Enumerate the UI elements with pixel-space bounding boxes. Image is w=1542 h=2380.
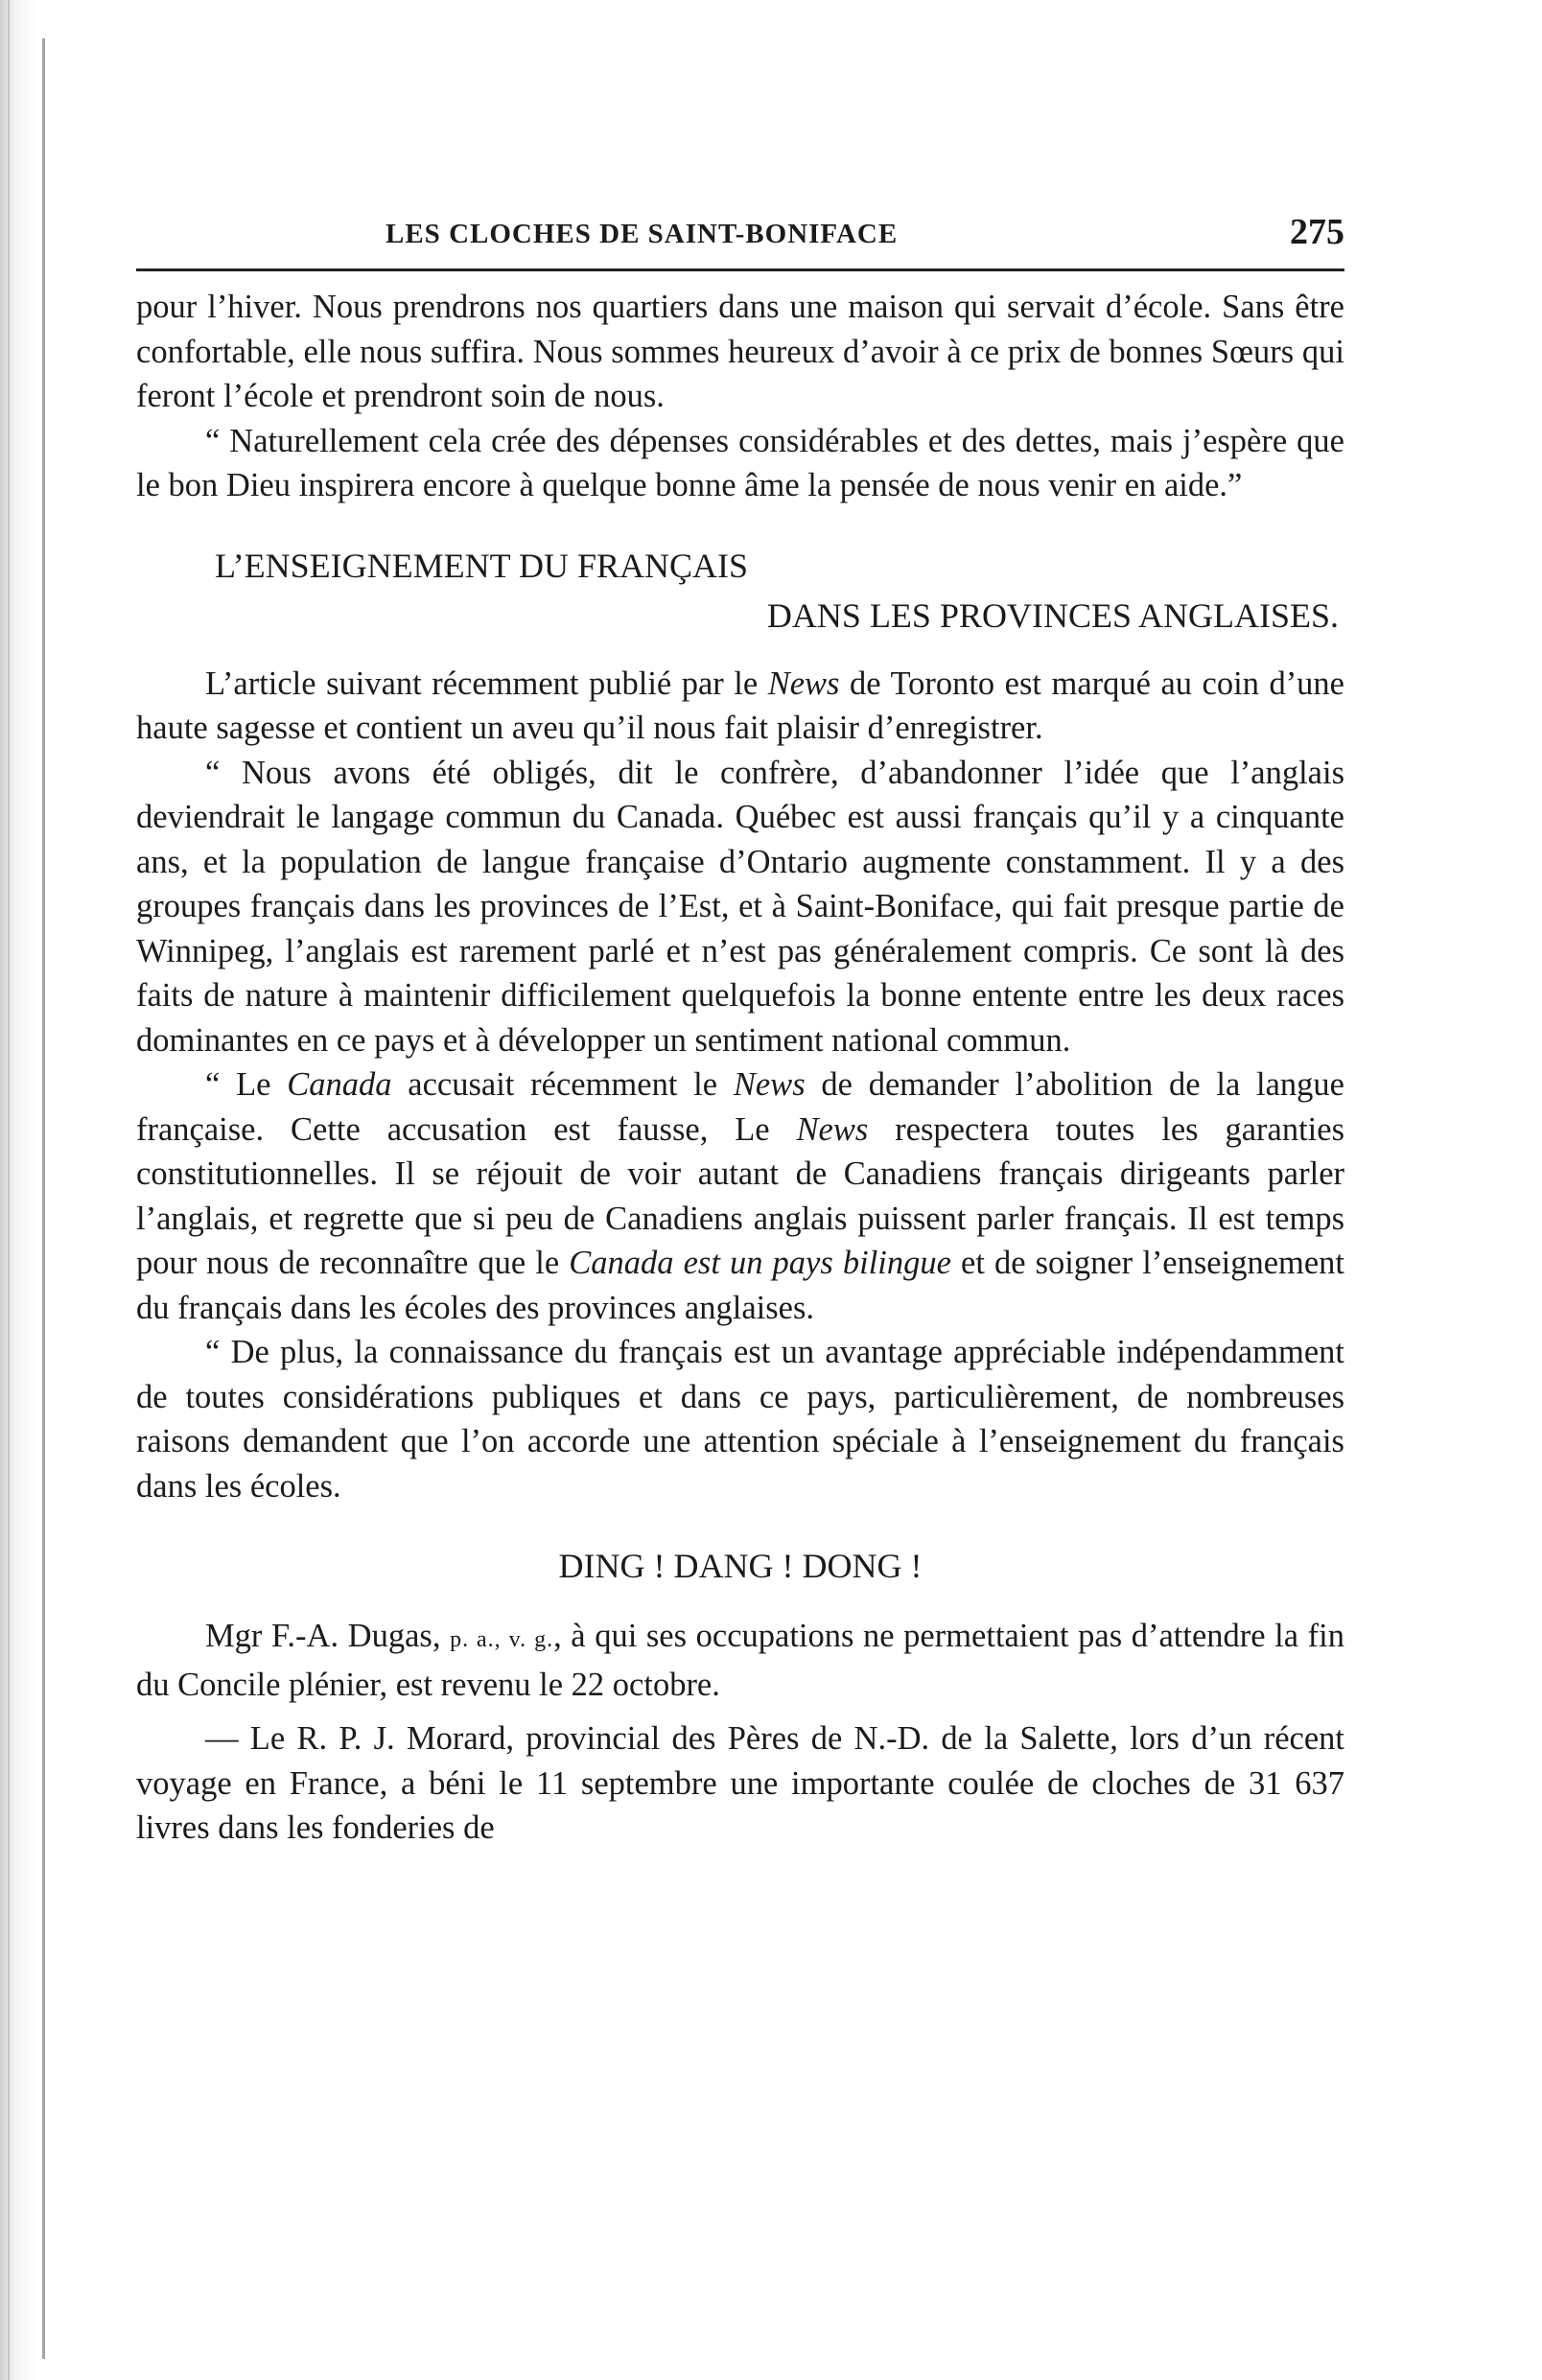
page-number: 275 (1290, 212, 1344, 252)
section-title-line-1: L’ENSEIGNEMENT DU FRANÇAIS (215, 546, 749, 585)
paragraph-5-text-c: de demander l’abolition de la langue française. Cette accusation est fausse, Le (136, 1066, 1344, 1148)
paragraph-5 (136, 1062, 1344, 1330)
paragraph-6: “ De plus, la connaissance du français est un avantage appréciable indépendamment de toutes considérations publiques et dans ce pays, particulièrement, de nombreuses raisons demandent que l’on accorde une attention spéciale à l’enseignement du français dans les écoles. (136, 1334, 1344, 1505)
page-edge-line (8, 0, 10, 2380)
section-title-line-2: DANS LES PROVINCES ANGLAISES. (766, 595, 1339, 635)
title-abbreviation: p. a., v. g. (450, 1627, 554, 1652)
gutter-line (42, 38, 45, 2359)
paragraph-5-text-d: respectera toutes les garanties constitutionnelles. Il se réjouit de voir autant de Canadiens français dirigeants parler l’anglais, et regrette que si peu de Canadiens anglais puissent parler français. Il est temps pour nous de reconnaître que le (136, 1110, 1344, 1281)
italic-phrase-bilingue: Canada est un pays bilingue (569, 1245, 951, 1281)
paragraph-4: “ Nous avons été obligés, dit le confrère, d’abandonner l’idée que l’anglais deviendrait le langage commun du Canada. Québec est aussi français qu’il y a cinquante ans, et la population de langue française d’Ontario augmente constamment. Il y a des groupes français dans les provinces de l’Est, et à Saint-Boniface, qui fait presque partie de Winnipeg, l’anglais est rarement parlé et n’est pas généralement compris. Ce sont là des faits de nature à maintenir difficilement quelquefois la bonne entente entre les deux races dominantes en ce pays et à développer un sentiment national commun. (136, 754, 1344, 1059)
paragraph-3-text-a: L’article suivant récemment publié par le (205, 665, 768, 702)
paragraph-2: “ Naturellement cela crée des dépenses considérables et des dettes, mais j’espère que le bon Dieu inspirera encore à quelque bonne âme la pensée de nous venir en aide.” (136, 422, 1344, 503)
paragraph-7-text-b: , à qui ses occupations ne permettaient pas d’attendre la fin du Concile plénier, est revenu le 22 octobre. (136, 1618, 1344, 1703)
paragraph-5-text-b: accusait récemment le (391, 1066, 734, 1103)
paragraph-3-text-b: de Toronto est marqué au coin d’une haute sagesse et contient un aveu qu’il nous fait plaisir d’enregistrer. (136, 665, 1344, 746)
paragraph-5-text-a: “ Le (205, 1066, 288, 1103)
newspaper-name-news: News (767, 665, 840, 702)
running-title: LES CLOCHES DE SAINT-BONIFACE (386, 219, 899, 249)
newspaper-name-canada: Canada (287, 1066, 392, 1103)
paragraph-8: — Le R. P. J. Morard, provincial des Pères de N.-D. de la Salette, lors d’un récent voyage en France, a béni le 11 septembre une importante coulée de cloches de 31 637 livres dans les fonderies de (136, 1720, 1344, 1846)
section-title-ding-dang-dong: DING ! DANG ! DONG ! (558, 1547, 923, 1585)
paragraph-5-text-e: et de soigner l’enseignement du français dans les écoles des provinces anglaises. (136, 1245, 1344, 1326)
book-page (136, 209, 1344, 1851)
paragraph-1: pour l’hiver. Nous prendrons nos quartiers dans une maison qui servait d’école. Sans être confortable, elle nous suffira. Nous sommes heureux d’avoir à ce prix de bonnes Sœurs qui feront l’école et prendront soin de nous. (136, 289, 1344, 414)
paragraph-7-text-a: Mgr F.-A. Dugas, (205, 1618, 451, 1654)
paragraph-3 (136, 662, 1344, 751)
running-head (136, 209, 1344, 263)
header-rule (136, 268, 1344, 271)
paragraph-7 (136, 1614, 1344, 1707)
newspaper-name-news: News (796, 1110, 869, 1148)
newspaper-name-news: News (733, 1066, 806, 1103)
